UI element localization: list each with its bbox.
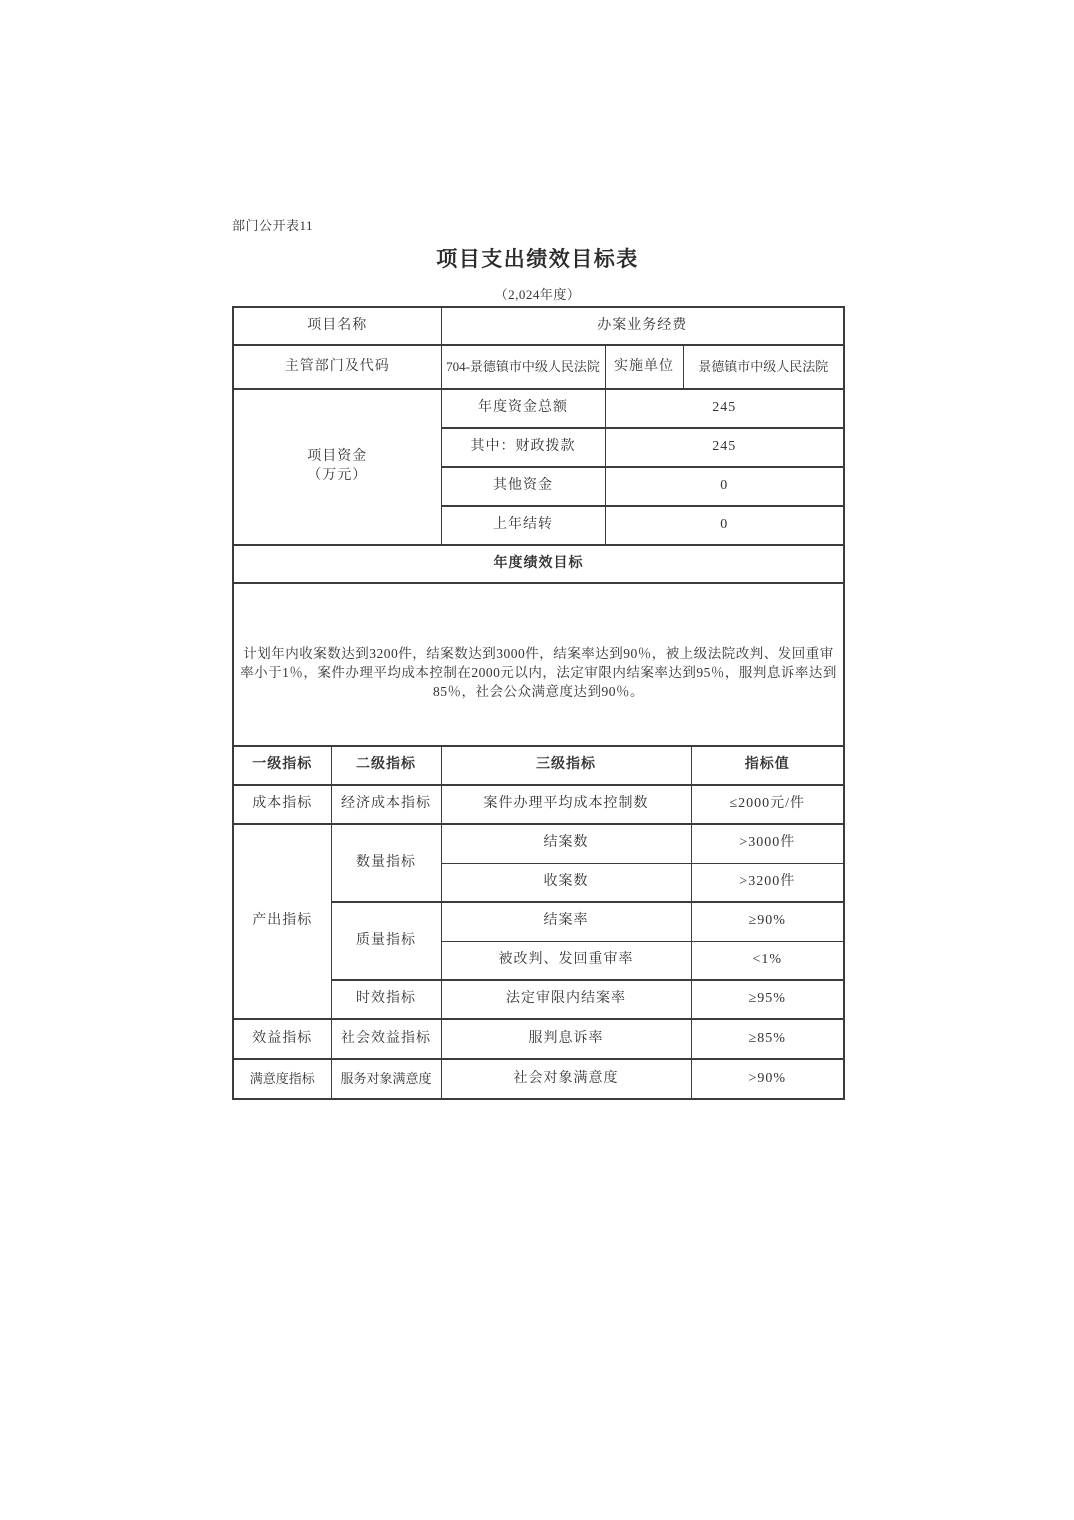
cell-project-name-value: 办案业务经费 — [441, 307, 844, 345]
performance-target-table — [232, 306, 845, 1100]
cell-indicator-l2: 数量指标 — [331, 824, 441, 902]
cell-impl-value: 景德镇市中级人民法院 — [683, 345, 844, 389]
cell-indicator-l2: 经济成本指标 — [331, 785, 441, 824]
cell-indicator-l2: 质量指标 — [331, 902, 441, 980]
cell-annual-goal-header: 年度绩效目标 — [233, 545, 844, 583]
cell-funds-row-value: 0 — [605, 467, 844, 506]
cell-indicator-l3: 社会对象满意度 — [441, 1059, 691, 1099]
cell-indicator-l3: 结案率 — [441, 902, 691, 941]
cell-indicator-value: ≥90% — [691, 902, 844, 941]
cell-funds-row-value: 245 — [605, 428, 844, 467]
cell-indicator-l1: 效益指标 — [233, 1019, 331, 1059]
cell-indicator-value: ≥85% — [691, 1019, 844, 1059]
cell-header-l3: 三级指标 — [441, 746, 691, 785]
page-title: 项目支出绩效目标表 — [436, 247, 639, 271]
cell-indicator-value: <1% — [691, 941, 844, 980]
cell-indicator-value: ≤2000元/件 — [691, 785, 844, 824]
cell-dept-value: 704-景德镇市中级人民法院 — [441, 345, 605, 389]
table-row — [233, 583, 844, 746]
table-row — [233, 824, 844, 863]
cell-funds-row-value: 0 — [605, 506, 844, 545]
cell-project-name-label: 项目名称 — [233, 307, 441, 345]
cell-indicator-value: ≥95% — [691, 980, 844, 1019]
cell-impl-label: 实施单位 — [605, 345, 683, 389]
cell-indicator-l2: 服务对象满意度 — [331, 1059, 441, 1099]
table-row — [233, 1059, 844, 1099]
table-row — [233, 345, 844, 389]
table-row — [233, 307, 844, 345]
table-row — [233, 746, 844, 785]
doc-label: 部门公开表11 — [232, 218, 314, 233]
cell-funds-row-name: 其中：财政拨款 — [441, 428, 605, 467]
funds-label-line1: 项目资金 — [307, 449, 368, 465]
cell-indicator-l3: 结案数 — [441, 824, 691, 863]
cell-indicator-value: >3200件 — [691, 863, 844, 902]
cell-dept-label: 主管部门及代码 — [233, 345, 441, 389]
cell-funds-label — [233, 389, 441, 545]
cell-header-value: 指标值 — [691, 746, 844, 785]
cell-header-l2: 二级指标 — [331, 746, 441, 785]
cell-indicator-value: >3000件 — [691, 824, 844, 863]
cell-funds-row-name: 年度资金总额 — [441, 389, 605, 428]
page-subtitle: （2,024年度） — [494, 287, 581, 302]
cell-indicator-l1: 满意度指标 — [233, 1059, 331, 1099]
cell-indicator-l1: 产出指标 — [233, 824, 331, 1019]
cell-indicator-l3: 法定审限内结案率 — [441, 980, 691, 1019]
cell-indicator-l2: 社会效益指标 — [331, 1019, 441, 1059]
cell-indicator-l3: 案件办理平均成本控制数 — [441, 785, 691, 824]
cell-indicator-value: >90% — [691, 1059, 844, 1099]
document-sheet — [232, 218, 843, 1100]
table-row — [233, 785, 844, 824]
table-row — [233, 545, 844, 583]
table-row — [233, 1019, 844, 1059]
funds-label-line2: （万元） — [307, 468, 368, 483]
cell-indicator-l3: 收案数 — [441, 863, 691, 902]
cell-indicator-l2: 时效指标 — [331, 980, 441, 1019]
cell-annual-goal-text: 计划年内收案数达到3200件，结案数达到3000件，结案率达到90％，被上级法院改判、发回重审率小于1％，案件办理平均成本控制在2000元以内，法定审限内结案率达到95％，服判息诉率达到85％，社会公众满意度达到90％。 — [233, 583, 844, 746]
cell-funds-row-name: 其他资金 — [441, 467, 605, 506]
cell-indicator-l3: 服判息诉率 — [441, 1019, 691, 1059]
cell-indicator-l1: 成本指标 — [233, 785, 331, 824]
cell-funds-row-name: 上年结转 — [441, 506, 605, 545]
table-row — [233, 389, 844, 428]
cell-indicator-l3: 被改判、发回重审率 — [441, 941, 691, 980]
cell-funds-row-value: 245 — [605, 389, 844, 428]
cell-header-l1: 一级指标 — [233, 746, 331, 785]
